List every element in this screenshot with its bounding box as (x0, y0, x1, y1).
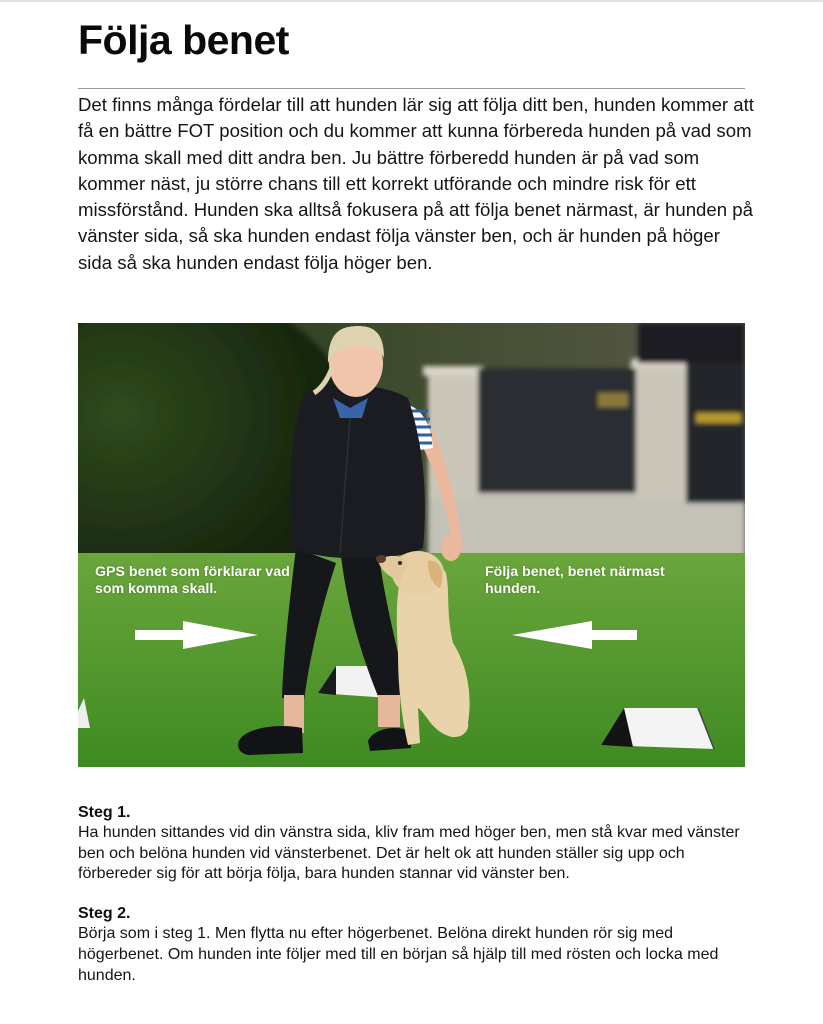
title-divider (78, 88, 745, 89)
caption-follow-leg: Följa benet, benet närmast hunden. (485, 564, 665, 597)
page-title: Följa benet (78, 17, 289, 63)
step-text: Börja som i steg 1. Men flytta nu efter högerbenet. Belöna direkt hunden rör sig med högerbenet. Om hunden inte följer med till en början så hjälp till med rösten och locka med hunden. (78, 925, 719, 984)
top-border (0, 0, 823, 2)
step-1 (78, 803, 758, 885)
step-2 (78, 904, 758, 986)
step-text: Ha hunden sittandes vid din vänstra sida, kliv fram med höger ben, men stå kvar med vänster ben och belöna hunden vid vänsterbenet. Det är helt ok att hunden ställer sig upp och förbereder sig för att börja följa, bara hunden stannar vid vänster ben. (78, 824, 740, 883)
caption-gps-leg: GPS benet som förklarar vad som komma skall. (95, 564, 290, 597)
step-title: Steg 1. (78, 804, 131, 821)
training-photo (78, 323, 745, 767)
photo-illustration (78, 323, 745, 767)
intro-paragraph: Det finns många fördelar till att hunden lär sig att följa ditt ben, hunden kommer att få en bättre FOT position och du kommer att kunna förbereda hunden på vad som komma skall med ditt andra ben. Ju bättre förberedd hunden är på vad som kommer näst, ju större chans till ett korrekt utförande och mindre risk för ett missförstånd. Hunden ska alltså fokusera på att följa benet närmast, är hunden på vänster sida, så ska hunden endast följa vänster ben, och är hunden på höger sida så ska hunden endast följa höger ben. (78, 94, 754, 273)
step-title: Steg 2. (78, 905, 131, 923)
steps-section (78, 803, 758, 1005)
